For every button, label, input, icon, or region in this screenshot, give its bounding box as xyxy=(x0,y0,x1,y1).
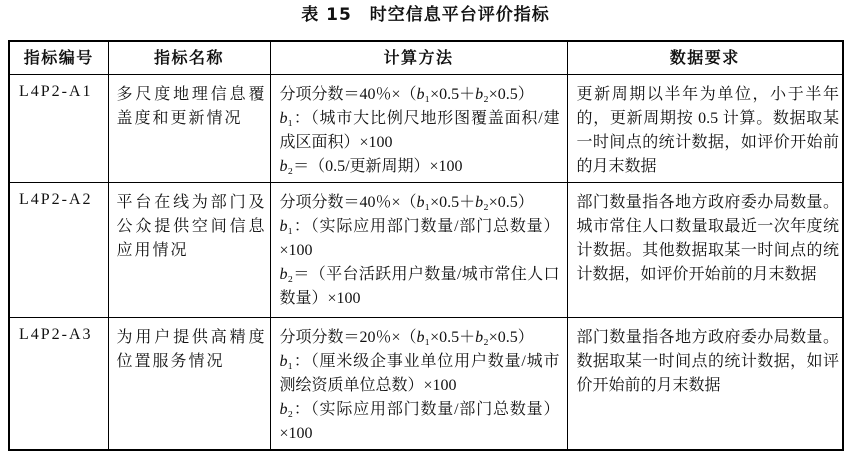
cell-indicator-name: 为用户提供高精度位置服务情况 xyxy=(108,317,270,450)
cell-indicator-id: L4P2-A2 xyxy=(9,182,108,317)
cell-indicator-name: 多尺度地理信息覆盖度和更新情况 xyxy=(108,74,270,182)
cell-indicator-id: L4P2-A3 xyxy=(9,317,108,450)
b1-definition: b₁：（厘米级企事业单位用户数量/城市测绘资质单位总数）×100 xyxy=(279,352,560,394)
b2-definition: b₂＝（平台活跃用户数量/城市常住人口数量）×100 xyxy=(279,265,560,307)
header-calculation-method: 计算方法 xyxy=(270,41,567,74)
header-data-requirement: 数据要求 xyxy=(567,41,843,74)
header-indicator-id: 指标编号 xyxy=(9,41,108,74)
cell-calculation-method xyxy=(270,74,567,182)
cell-data-requirement: 部门数量指各地方政府委办局数量。数据取某一时间点的统计数据，如评价开始前的月末数据 xyxy=(567,317,843,450)
header-indicator-name: 指标名称 xyxy=(108,41,270,74)
b2-definition: b₂＝（0.5/更新周期）×100 xyxy=(279,157,463,175)
cell-indicator-id: L4P2-A1 xyxy=(9,74,108,182)
b1-definition: b₁：（城市大比例尺地形图覆盖面积/建成区面积）×100 xyxy=(279,109,560,151)
table-title: 表 15 时空信息平台评价指标 xyxy=(301,5,550,25)
table-row xyxy=(9,182,843,317)
b2-definition: b₂：（实际应用部门数量/部门总数量）×100 xyxy=(279,400,560,442)
indicator-table xyxy=(8,40,844,451)
header-row xyxy=(9,41,843,74)
cell-indicator-name: 平台在线为部门及公众提供空间信息应用情况 xyxy=(108,182,270,317)
cell-data-requirement: 部门数量指各地方政府委办局数量。城市常住人口数量取最近一次年度统计数据。其他数据取某一时间点的统计数据，如评价开始前的月末数据 xyxy=(567,182,843,317)
cell-data-requirement: 更新周期以半年为单位，小于半年的，更新周期按 0.5 计算。数据取某一时间点的统计数据，如评价开始前的月末数据 xyxy=(567,74,843,182)
score-formula: 分项分数＝20％×（b₁×0.5＋b₂×0.5） xyxy=(279,328,534,346)
score-formula: 分项分数＝40％×（b₁×0.5＋b₂×0.5） xyxy=(279,85,534,103)
score-formula: 分项分数＝40％×（b₁×0.5＋b₂×0.5） xyxy=(279,193,534,211)
table-row xyxy=(9,317,843,450)
table-row xyxy=(9,74,843,182)
cell-calculation-method xyxy=(270,182,567,317)
b1-definition: b₁：（实际应用部门数量/部门总数量）×100 xyxy=(279,217,560,259)
cell-calculation-method xyxy=(270,317,567,450)
